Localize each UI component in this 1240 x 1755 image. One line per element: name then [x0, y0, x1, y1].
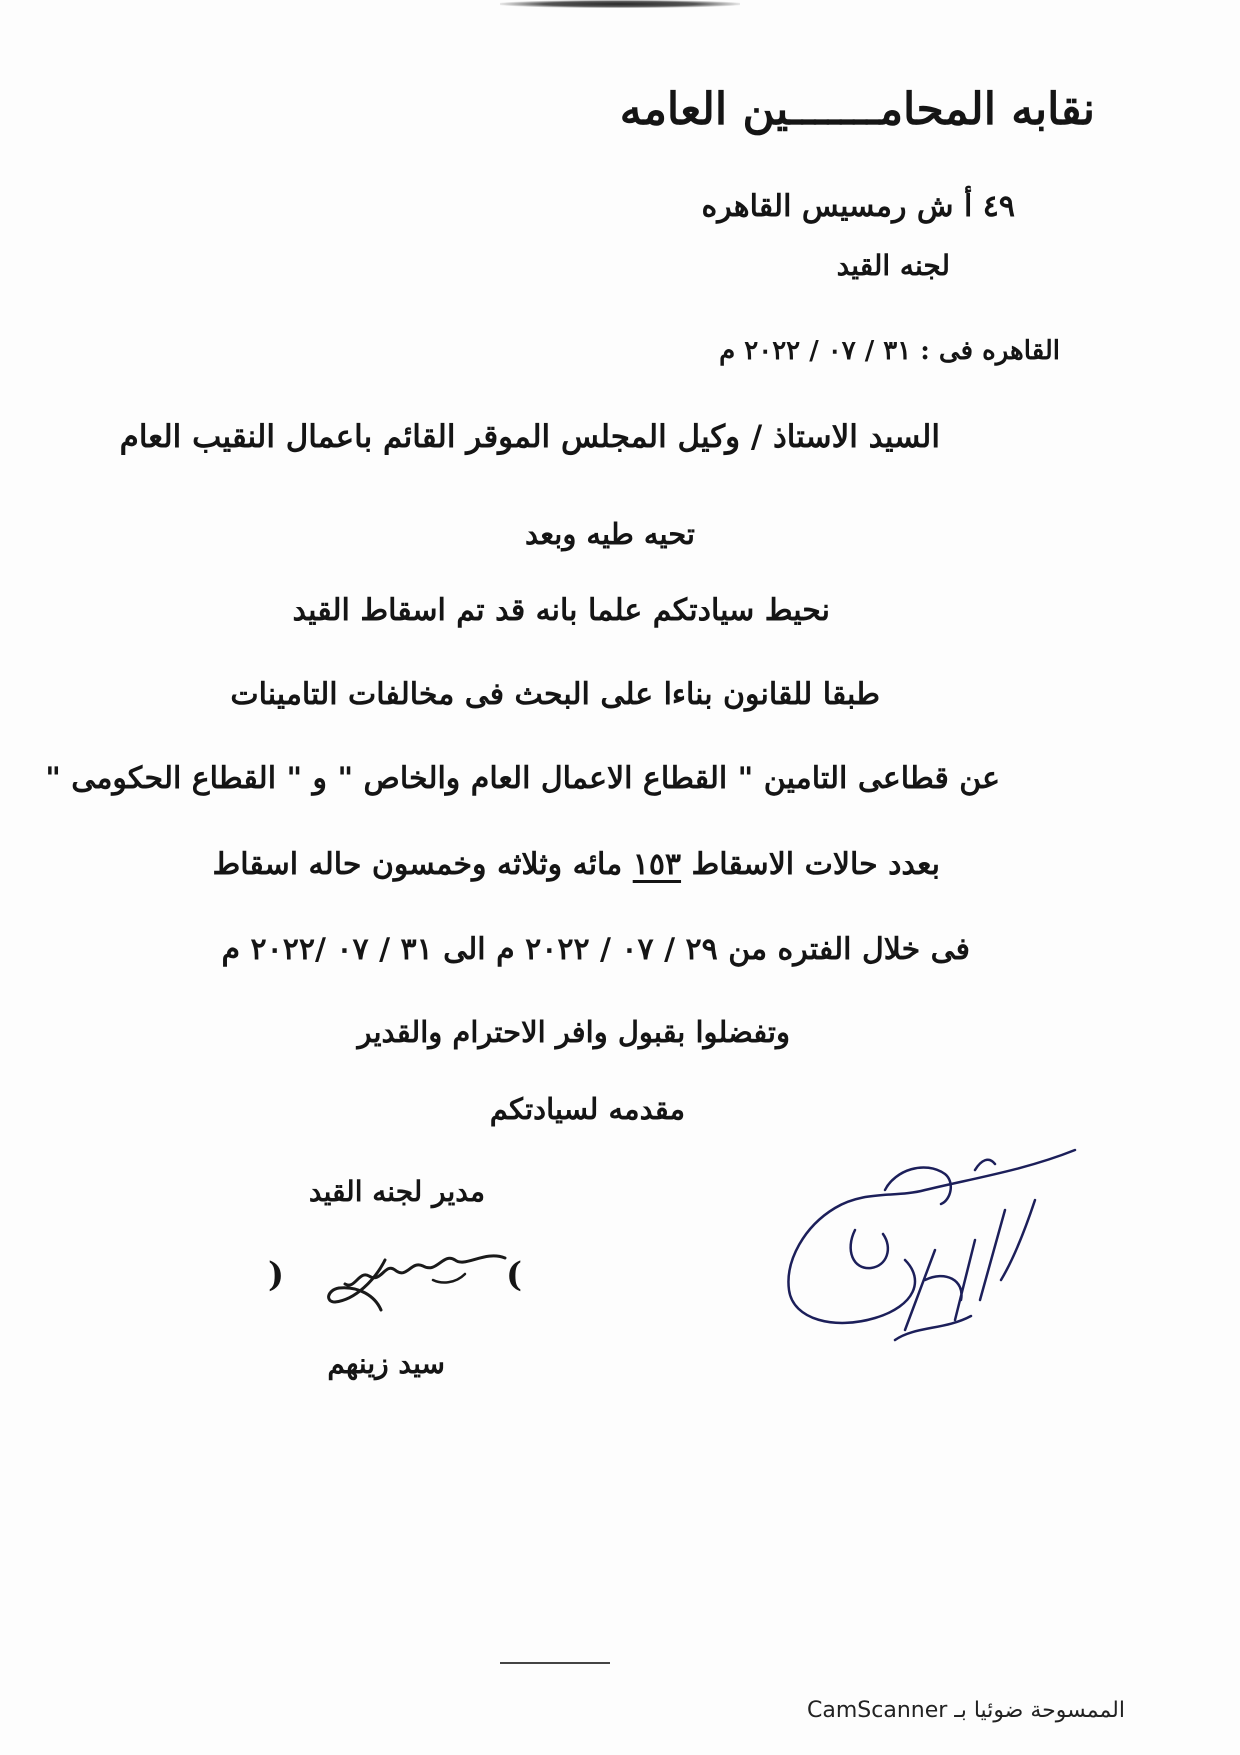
manager-signature [315, 1240, 515, 1320]
handwritten-approval-signature [775, 1130, 1085, 1370]
body-paragraph-1: نحيط سيادتكم علما بانه قد تم اسقاط القيد [292, 593, 830, 628]
signature-paren-open: ( [506, 1255, 523, 1295]
signature-paren-close: ) [268, 1255, 285, 1295]
body-paragraph-4 [212, 847, 940, 882]
organization-name: نقابه المحامـــــــين العامه [619, 84, 1095, 135]
submitted-line: مقدمه لسيادتكم [489, 1092, 685, 1126]
greeting-line: تحيه طيه وبعد [525, 517, 695, 551]
manager-title: مدير لجنه القيد [308, 1175, 485, 1208]
scan-bottom-mark [500, 1662, 610, 1664]
letter-date: القاهره فى : ٣١ / ٠٧ / ٢٠٢٢ م [719, 336, 1060, 366]
camscanner-watermark: الممسوحة ضوئيا بـ CamScanner [807, 1698, 1125, 1723]
closing-line: وتفضلوا بقبول وافر الاحترام والقدير [357, 1015, 790, 1049]
recipient-line: السيد الاستاذ / وكيل المجلس الموقر القائم باعمال النقيب العام [119, 419, 940, 455]
body-paragraph-5: فى خلال الفتره من ٢٩ / ٠٧ / ٢٠٢٢ م الى ٣١ / ٠٧ /٢٠٢٢ م [221, 932, 970, 967]
cases-prefix: بعدد حالات الاسقاط [691, 847, 940, 882]
body-paragraph-2: طبقا للقانون بناءا على البحث فى مخالفات التامينات [230, 677, 880, 712]
manager-name: سيد زينهم [327, 1347, 445, 1380]
committee-name: لجنه القيد [836, 249, 950, 282]
scan-edge-shadow [500, 0, 740, 8]
cases-suffix: مائه وثلاثه وخمسون حاله اسقاط [212, 847, 623, 882]
cases-count: ١٥٣ [632, 847, 682, 882]
body-paragraph-3: عن قطاعى التامين " القطاع الاعمال العام والخاص " و " القطاع الحكومى " [45, 761, 1000, 796]
organization-address: ٤٩ أ ش رمسيس القاهره [701, 189, 1015, 224]
